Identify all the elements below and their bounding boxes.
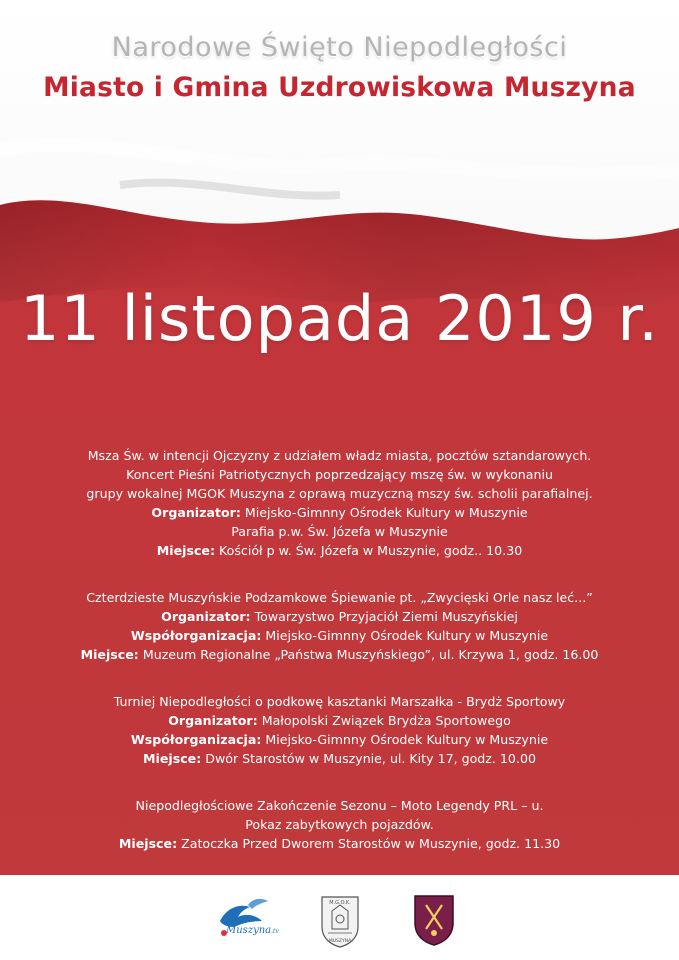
- event-subtitle: Narodowe Święto Niepodległości: [111, 32, 568, 63]
- event-line-text: Miejsko-Gimnny Ośrodek Kultury w Muszynie: [265, 732, 549, 747]
- event-line-text: Małopolski Związek Brydża Sportowego: [261, 713, 511, 728]
- shield-icon: [412, 893, 456, 947]
- event-line-label: Współorganizacja:: [130, 628, 262, 643]
- event-line-label: Organizator:: [168, 713, 258, 728]
- event-line: [10, 730, 669, 749]
- crest-bottom-text: MUSZYNA: [328, 939, 352, 944]
- event-block: [10, 588, 669, 664]
- event-line: [10, 626, 669, 645]
- event-line: [10, 522, 669, 541]
- event-line: [10, 834, 669, 853]
- event-line: [10, 465, 669, 484]
- footer: [0, 875, 679, 960]
- event-line: [10, 711, 669, 730]
- event-line-text: Msza Św. w intencji Ojczyzny z udziałem władz miasta, pocztów sztandarowych.: [87, 448, 592, 463]
- muszyna-tv-suffix: .tv: [271, 928, 279, 935]
- event-date: 11 listopada 2019 r.: [19, 282, 659, 355]
- event-line-text: Parafia p.w. Św. Józefa w Muszynie: [231, 524, 448, 539]
- event-line-text: Miejsko-Gimnny Ośrodek Kultury w Muszynie: [244, 505, 528, 520]
- header: [0, 30, 679, 106]
- event-line-text: Turniej Niepodległości o podkowę kasztanki Marszałka - Brydż Sportowy: [113, 694, 566, 709]
- event-line: [10, 541, 669, 560]
- muszyna-tv-text: [226, 925, 279, 936]
- event-line: [10, 796, 669, 815]
- event-line-label: Organizator:: [151, 505, 241, 520]
- event-line-label: Organizator:: [161, 609, 251, 624]
- event-line-text: Pokaz zabytkowych pojazdów.: [245, 817, 434, 832]
- event-line-text: Muzeum Regionalne „Państwa Muszyńskiego”, ul. Krzywa 1, godz. 16.00: [142, 647, 599, 662]
- event-line-text: Miejsko-Gimnny Ośrodek Kultury w Muszynie: [265, 628, 549, 643]
- town-coat-of-arms: [412, 893, 456, 947]
- event-line-text: grupy wokalnej MGOK Muszyna z oprawą muzyczną mszy św. scholii parafialnej.: [86, 486, 593, 501]
- event-line: [10, 588, 669, 607]
- event-line-text: Czterdzieste Muszyńskie Podzamkowe Śpiewanie pt. „Zwycięski Orle nasz leć...”: [86, 590, 593, 605]
- muszyna-tv-name: Muszyna: [226, 925, 272, 936]
- event-line: [10, 484, 669, 503]
- event-line-text: Koncert Pieśni Patriotycznych poprzedzający mszę św. w wykonaniu: [126, 467, 553, 482]
- mgok-crest-logo: [318, 893, 362, 949]
- event-line-label: Współorganizacja:: [130, 732, 262, 747]
- event-line-text: Towarzystwo Przyjaciół Ziemi Muszyńskiej: [254, 609, 518, 624]
- event-line: [10, 503, 669, 522]
- event-line-label: Miejsce:: [143, 751, 202, 766]
- event-line-label: Miejsce:: [118, 836, 178, 851]
- crest-top-text: M.G.O.K.: [329, 900, 351, 906]
- event-block: [10, 796, 669, 853]
- event-block: [10, 446, 669, 560]
- event-line-text: Dwór Starostów w Muszynie, ul. Kity 17, godz. 10.00: [205, 751, 536, 766]
- event-line-label: Miejsce:: [156, 543, 215, 558]
- event-line-text: Kościół p w. Św. Józefa w Muszynie, godz.. 10.30: [219, 543, 523, 558]
- event-line: [10, 607, 669, 626]
- event-line: [10, 815, 669, 834]
- event-line-text: Niepodległościowe Zakończenie Sezonu – Moto Legendy PRL – u.: [135, 798, 544, 813]
- event-line: [10, 692, 669, 711]
- event-line: [10, 446, 669, 465]
- event-line: [10, 749, 669, 768]
- event-block: [10, 692, 669, 768]
- muszyna-tv-logo: [212, 893, 279, 943]
- event-line-label: Miejsce:: [80, 647, 139, 662]
- event-line: [10, 645, 669, 664]
- event-title: Miasto i Gmina Uzdrowiskowa Muszyna: [43, 72, 636, 103]
- event-line-text: Zatoczka Przed Dworem Starostów w Muszynie, godz. 11.30: [181, 836, 561, 851]
- events-list: [10, 446, 669, 881]
